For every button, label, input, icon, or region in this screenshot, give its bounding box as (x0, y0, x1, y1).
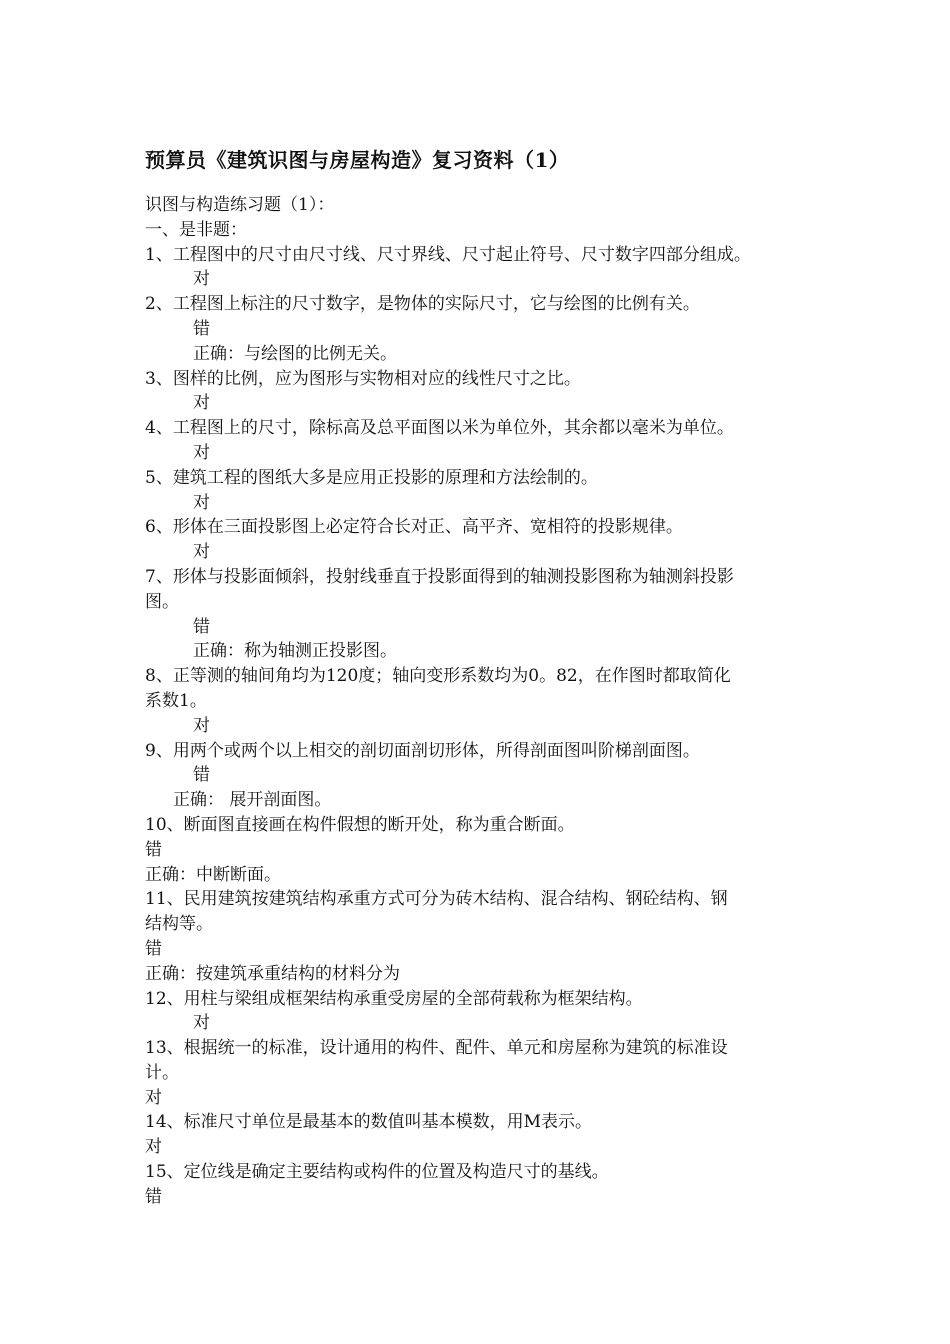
answer-text: 对 (193, 442, 210, 463)
answer-text: 错 (193, 318, 210, 339)
correction-text: 正确： 展开剖面图。 (173, 790, 332, 811)
exercise-heading: 识图与构造练习题（1）： (145, 195, 335, 215)
answer-text: 错 (145, 1186, 162, 1207)
question-text: 计。 (145, 1062, 179, 1083)
question-text: 图。 (145, 591, 179, 612)
correction-text: 正确：中断断面。 (145, 864, 281, 885)
question-text: 5、建筑工程的图纸大多是应用正投影的原理和方法绘制的。 (145, 467, 598, 488)
question-text: 7、形体与投影面倾斜，投射线垂直于投影面得到的轴测投影图称为轴测斜投影 (145, 566, 734, 587)
question-list (145, 243, 825, 1210)
question-text: 11、民用建筑按建筑结构承重方式可分为砖木结构、混合结构、钢砼结构、钢 (145, 889, 728, 910)
question-text: 1、工程图中的尺寸由尺寸线、尺寸界线、尺寸起止符号、尺寸数字四部分组成。 (145, 244, 751, 265)
question-text: 3、图样的比例，应为图形与实物相对应的线性尺寸之比。 (145, 368, 581, 389)
answer-text: 错 (145, 839, 162, 860)
question-text: 9、用两个或两个以上相交的剖切面剖切形体，所得剖面图叫阶梯剖面图。 (145, 740, 700, 761)
answer-text: 对 (193, 492, 210, 513)
correction-text: 正确：称为轴测正投影图。 (193, 641, 397, 662)
question-text: 12、用柱与梁组成框架结构承重受房屋的全部荷载称为框架结构。 (145, 988, 643, 1009)
answer-text: 错 (193, 765, 210, 786)
answer-text: 对 (145, 1087, 162, 1108)
answer-text: 对 (193, 1013, 210, 1034)
question-text: 15、定位线是确定主要结构或构件的位置及构造尺寸的基线。 (145, 1162, 609, 1183)
answer-text: 对 (193, 393, 210, 414)
section-heading: 一、是非题： (145, 219, 247, 240)
question-text: 2、工程图上标注的尺寸数字，是物体的实际尺寸，它与绘图的比例有关。 (145, 294, 700, 315)
answer-text: 错 (193, 616, 210, 637)
answer-text: 错 (145, 938, 162, 959)
question-text: 6、形体在三面投影图上必定符合长对正、高平齐、宽相符的投影规律。 (145, 517, 683, 538)
question-text: 系数1。 (145, 690, 207, 711)
answer-text: 对 (145, 1137, 162, 1158)
answer-text: 对 (193, 542, 210, 563)
answer-text: 对 (193, 715, 210, 736)
question-text: 8、正等测的轴间角均为120度；轴向变形系数均为0。82，在作图时都取简化 (145, 666, 731, 687)
correction-text: 正确：与绘图的比例无关。 (193, 343, 397, 364)
question-text: 结构等。 (145, 914, 213, 935)
document-body (145, 193, 825, 1210)
answer-text: 对 (193, 269, 210, 290)
correction-text: 正确：按建筑承重结构的材料分为 (145, 963, 400, 984)
document-title: 预算员《建筑识图与房屋构造》复习资料（1） (145, 148, 570, 172)
question-text: 10、断面图直接画在构件假想的断开处，称为重合断面。 (145, 814, 575, 835)
question-text: 4、工程图上的尺寸，除标高及总平面图以米为单位外，其余都以毫米为单位。 (145, 418, 734, 439)
question-text: 14、标准尺寸单位是最基本的数值叫基本模数，用M表示。 (145, 1112, 593, 1133)
question-text: 13、根据统一的标准，设计通用的构件、配件、单元和房屋称为建筑的标准设 (145, 1038, 728, 1059)
